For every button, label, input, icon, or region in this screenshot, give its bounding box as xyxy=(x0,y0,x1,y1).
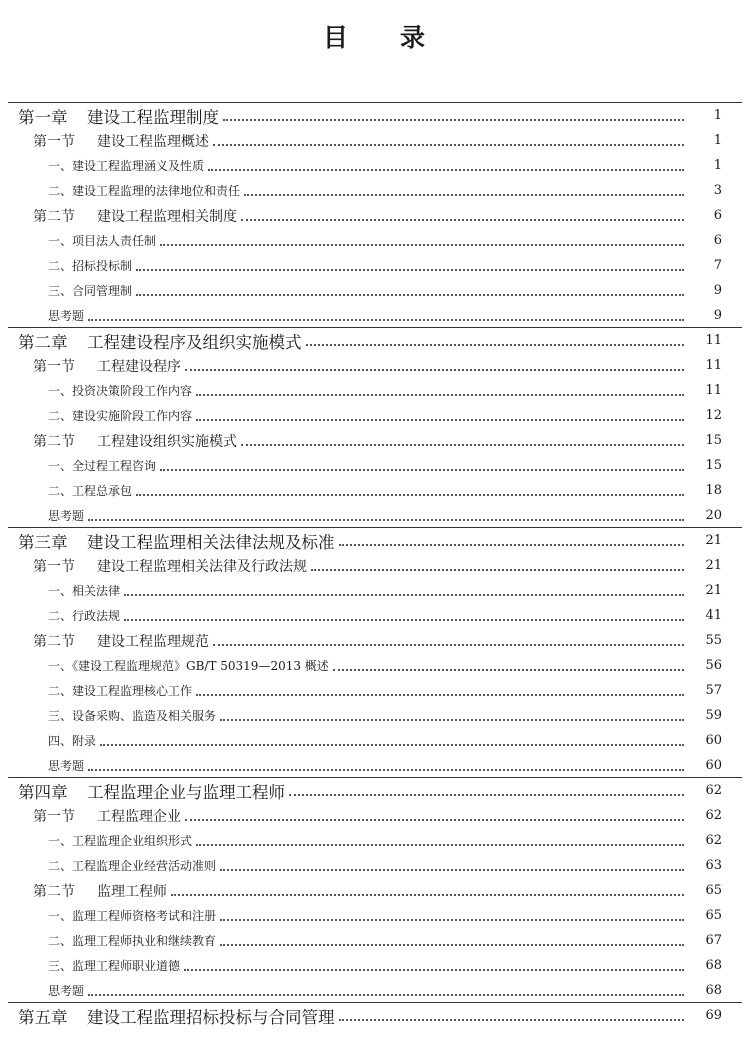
toc-entry-label xyxy=(0,157,204,174)
page-number: 7 xyxy=(713,258,722,273)
toc-entry-label xyxy=(0,507,84,524)
chapter-number: 第三章 xyxy=(18,532,68,552)
page-number: 63 xyxy=(705,858,722,873)
toc-entry-label xyxy=(0,232,156,249)
item-title: 二、招标投标制 xyxy=(48,259,133,273)
page-number: 9 xyxy=(713,308,722,323)
page-number: 55 xyxy=(705,633,722,648)
chapter-title: 建设工程监理制度 xyxy=(87,107,219,127)
toc-entry-chapter xyxy=(0,328,750,353)
dot-leader xyxy=(160,457,684,471)
toc-entry-label xyxy=(0,907,216,924)
toc-entry-label xyxy=(0,657,329,674)
toc-entry-label xyxy=(0,732,96,749)
dot-leader xyxy=(220,857,684,871)
toc-entry-label xyxy=(0,407,192,424)
dot-leader xyxy=(220,707,684,721)
toc-entry-section xyxy=(0,203,750,228)
page-number: 11 xyxy=(705,333,722,348)
page-number: 62 xyxy=(705,808,722,823)
dot-leader xyxy=(333,657,684,671)
toc-entry-label xyxy=(0,257,132,274)
item-title: 二、监理工程师执业和继续教育 xyxy=(48,934,217,948)
toc-entry-label xyxy=(0,806,181,826)
toc-entry-item xyxy=(0,503,750,528)
page-number: 1 xyxy=(713,158,722,173)
toc-entry-label xyxy=(0,131,209,151)
item-title: 一、工程监理企业组织形式 xyxy=(48,834,193,848)
chapter-divider xyxy=(8,527,742,528)
toc-entry-item xyxy=(0,728,750,753)
toc-entry-chapter xyxy=(0,528,750,553)
toc-entry-item xyxy=(0,478,750,503)
chapter-divider xyxy=(8,1002,742,1003)
toc-entry-item xyxy=(0,678,750,703)
dot-leader xyxy=(289,782,684,796)
toc-entry-label xyxy=(0,307,84,324)
toc-entry-section xyxy=(0,553,750,578)
item-title: 二、建设工程监理核心工作 xyxy=(48,684,193,698)
toc-entry-label xyxy=(0,329,302,353)
page-number: 62 xyxy=(705,783,722,798)
chapter-number: 第四章 xyxy=(18,782,68,802)
item-title: 二、工程总承包 xyxy=(48,484,133,498)
toc-entry-item xyxy=(0,953,750,978)
page-number: 65 xyxy=(705,908,722,923)
toc-entry-item xyxy=(0,903,750,928)
toc-entry-label xyxy=(0,881,167,901)
dot-leader xyxy=(88,507,684,521)
section-number: 第二节 xyxy=(33,208,75,225)
item-title: 一、全过程工程咨询 xyxy=(48,459,157,473)
toc-entry-item xyxy=(0,178,750,203)
item-title: 二、行政法规 xyxy=(48,609,121,623)
dot-leader xyxy=(223,107,684,121)
dot-leader xyxy=(160,232,684,246)
page-number: 60 xyxy=(705,758,722,773)
section-number: 第一节 xyxy=(33,133,75,150)
page-number: 6 xyxy=(713,233,722,248)
chapter-title: 工程监理企业与监理工程师 xyxy=(87,782,285,802)
toc-entry-label xyxy=(0,382,192,399)
dot-leader xyxy=(100,732,684,746)
dot-leader xyxy=(306,332,685,346)
toc-entry-item xyxy=(0,578,750,603)
page-number: 68 xyxy=(705,983,722,998)
page-number: 11 xyxy=(705,358,722,373)
page-number: 20 xyxy=(705,508,722,523)
page-number: 59 xyxy=(705,708,722,723)
section-title: 建设工程监理规范 xyxy=(97,633,209,650)
dot-leader xyxy=(196,682,684,696)
dot-leader xyxy=(136,282,684,296)
toc-entry-item xyxy=(0,978,750,1003)
item-title: 一、监理工程师资格考试和注册 xyxy=(48,909,217,923)
toc-entry-item xyxy=(0,403,750,428)
page-number: 3 xyxy=(713,183,722,198)
section-number: 第二节 xyxy=(33,433,75,450)
item-title: 思考题 xyxy=(48,309,85,323)
toc-entry-label xyxy=(0,182,240,199)
toc-entry-label xyxy=(0,779,285,803)
section-title: 工程建设组织实施模式 xyxy=(97,433,237,450)
page-number: 69 xyxy=(705,1008,722,1023)
toc-entry-label xyxy=(0,431,237,451)
dot-leader xyxy=(196,832,684,846)
toc-entry-chapter xyxy=(0,103,750,128)
page-number: 11 xyxy=(705,383,722,398)
dot-leader xyxy=(88,982,684,996)
toc-entry-label xyxy=(0,707,216,724)
dot-leader xyxy=(213,632,684,646)
toc-entry-item xyxy=(0,453,750,478)
toc-entry-label xyxy=(0,932,216,949)
section-number: 第一节 xyxy=(33,558,75,575)
toc-entry-label xyxy=(0,982,84,999)
item-title: 思考题 xyxy=(48,984,85,998)
toc-entry-item xyxy=(0,653,750,678)
chapter-divider xyxy=(8,102,742,103)
toc-entry-section xyxy=(0,878,750,903)
dot-leader xyxy=(220,932,684,946)
toc-entry-item xyxy=(0,278,750,303)
page-number: 18 xyxy=(705,483,722,498)
chapter-number: 第二章 xyxy=(18,332,68,352)
page-number: 15 xyxy=(705,458,722,473)
toc-entry-label xyxy=(0,631,209,651)
toc-entry-item xyxy=(0,378,750,403)
toc-entry-item xyxy=(0,303,750,328)
dot-leader xyxy=(88,307,684,321)
chapter-number: 第五章 xyxy=(18,1007,68,1027)
toc-entry-label xyxy=(0,607,120,624)
chapter-title: 建设工程监理相关法律法规及标准 xyxy=(87,532,335,552)
page-number: 65 xyxy=(705,883,722,898)
toc-entry-item xyxy=(0,603,750,628)
toc-entry-section xyxy=(0,128,750,153)
toc-entry-item xyxy=(0,228,750,253)
dot-leader xyxy=(339,532,685,546)
section-title: 工程监理企业 xyxy=(97,808,181,825)
dot-leader xyxy=(311,557,684,571)
toc-entry-label xyxy=(0,1004,335,1028)
dot-leader xyxy=(88,757,684,771)
page-number: 67 xyxy=(705,933,722,948)
item-title: 一、投资决策阶段工作内容 xyxy=(48,384,193,398)
chapter-title: 建设工程监理招标投标与合同管理 xyxy=(87,1007,335,1027)
toc-entry-label xyxy=(0,556,307,576)
toc-entry-label xyxy=(0,832,192,849)
toc-entry-section xyxy=(0,803,750,828)
item-title: 三、设备采购、监造及相关服务 xyxy=(48,709,217,723)
chapter-number: 第一章 xyxy=(18,107,68,127)
page-number: 60 xyxy=(705,733,722,748)
dot-leader xyxy=(208,157,684,171)
toc-entry-item xyxy=(0,153,750,178)
page-number: 15 xyxy=(705,433,722,448)
item-title: 三、合同管理制 xyxy=(48,284,133,298)
chapter-title: 工程建设程序及组织实施模式 xyxy=(87,332,302,352)
dot-leader xyxy=(339,1007,685,1021)
chapter-divider xyxy=(8,327,742,328)
toc-entry-section xyxy=(0,428,750,453)
toc-entry-label xyxy=(0,757,84,774)
toc-entry-label xyxy=(0,857,216,874)
dot-leader xyxy=(220,907,684,921)
dot-leader xyxy=(136,482,684,496)
page-number: 57 xyxy=(705,683,722,698)
item-title: 二、建设工程监理的法律地位和责任 xyxy=(48,184,241,198)
dot-leader xyxy=(213,132,684,146)
page-title xyxy=(0,18,750,54)
toc-entry-section xyxy=(0,628,750,653)
section-title: 建设工程监理相关法律及行政法规 xyxy=(97,558,307,575)
toc-entry-item xyxy=(0,753,750,778)
page-number: 62 xyxy=(705,833,722,848)
page-number: 41 xyxy=(705,608,722,623)
toc-entry-label xyxy=(0,104,219,128)
page-number: 12 xyxy=(705,408,722,423)
section-title: 工程建设程序 xyxy=(97,358,181,375)
toc-entry-item xyxy=(0,253,750,278)
toc-entry-chapter xyxy=(0,778,750,803)
toc-entry-label xyxy=(0,356,181,376)
item-title: 思考题 xyxy=(48,759,85,773)
section-number: 第二节 xyxy=(33,633,75,650)
dot-leader xyxy=(196,382,684,396)
toc-entry-item xyxy=(0,828,750,853)
chapter-divider xyxy=(8,777,742,778)
toc-entry-chapter xyxy=(0,1003,750,1028)
dot-leader xyxy=(241,207,684,221)
dot-leader xyxy=(185,807,684,821)
page-number: 56 xyxy=(705,658,722,673)
page-title-char-2: 录 xyxy=(400,23,428,52)
dot-leader xyxy=(124,582,684,596)
toc-entry-item xyxy=(0,703,750,728)
section-number: 第一节 xyxy=(33,808,75,825)
page-number: 21 xyxy=(705,558,722,573)
page-number: 1 xyxy=(713,108,722,123)
section-title: 建设工程监理概述 xyxy=(97,133,209,150)
page-number: 68 xyxy=(705,958,722,973)
item-title: 一、项目法人责任制 xyxy=(48,234,157,248)
toc-entry-item xyxy=(0,853,750,878)
section-number: 第二节 xyxy=(33,883,75,900)
page-title-char-1: 目 xyxy=(322,23,350,52)
toc-entry-label xyxy=(0,957,180,974)
dot-leader xyxy=(136,257,684,271)
item-title: 三、监理工程师职业道德 xyxy=(48,959,181,973)
toc-entry-section xyxy=(0,353,750,378)
section-title: 监理工程师 xyxy=(97,883,167,900)
toc-entry-label xyxy=(0,529,335,553)
dot-leader xyxy=(124,607,684,621)
toc-entry-label xyxy=(0,582,120,599)
page-number: 9 xyxy=(713,283,722,298)
toc-entry-label xyxy=(0,206,237,226)
dot-leader xyxy=(196,407,684,421)
item-title: 一、建设工程监理涵义及性质 xyxy=(48,159,205,173)
dot-leader xyxy=(244,182,684,196)
section-number: 第一节 xyxy=(33,358,75,375)
page-number: 6 xyxy=(713,208,722,223)
toc-entry-label xyxy=(0,282,132,299)
page-number: 21 xyxy=(705,583,722,598)
dot-leader xyxy=(185,357,684,371)
toc-entry-label xyxy=(0,682,192,699)
toc-entry-label xyxy=(0,457,156,474)
page-number: 1 xyxy=(713,133,722,148)
dot-leader xyxy=(171,882,684,896)
item-title: 一、《建设工程监理规范》GB/T 50319—2013 概述 xyxy=(48,659,329,673)
dot-leader xyxy=(241,432,684,446)
dot-leader xyxy=(184,957,684,971)
section-title: 建设工程监理相关制度 xyxy=(97,208,237,225)
item-title: 四、附录 xyxy=(48,734,97,748)
item-title: 思考题 xyxy=(48,509,85,523)
page-number: 21 xyxy=(705,533,722,548)
toc-entry-item xyxy=(0,928,750,953)
item-title: 二、工程监理企业经营活动准则 xyxy=(48,859,217,873)
item-title: 一、相关法律 xyxy=(48,584,121,598)
toc-entry-label xyxy=(0,482,132,499)
item-title: 二、建设实施阶段工作内容 xyxy=(48,409,193,423)
